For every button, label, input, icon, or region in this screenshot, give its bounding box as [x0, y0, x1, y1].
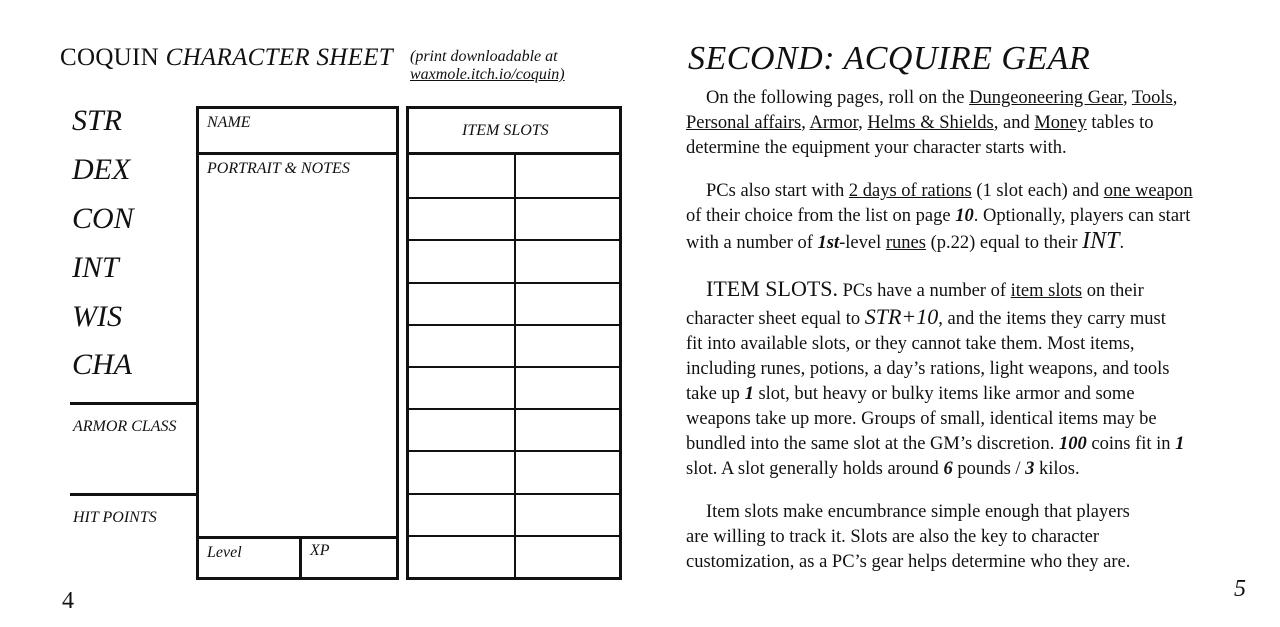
p3-number: 1: [1175, 434, 1185, 454]
link-armor[interactable]: Armor: [809, 113, 859, 133]
p2-text: (1 slot each) and: [971, 181, 1104, 201]
stat-int: INT: [72, 251, 119, 284]
p4-text: are willing to track it. Slots are also the key to character: [686, 527, 1100, 547]
stat-dex: DEX: [72, 153, 131, 186]
link-helms-shields[interactable]: Helms & Shields: [867, 113, 994, 133]
paragraph-gear: [686, 86, 1246, 161]
p3-text: slot. A slot generally holds around: [686, 459, 944, 479]
item-slots-lead: ITEM SLOTS.: [706, 276, 838, 301]
p2-text: .: [1119, 233, 1125, 253]
print-note: [410, 48, 565, 84]
p3-text: take up: [686, 384, 745, 404]
stat-con: CON: [72, 202, 134, 235]
p3-number: 3: [1025, 459, 1035, 479]
stat-str: STR: [72, 104, 123, 137]
stats-divider: [70, 402, 197, 405]
link-rations[interactable]: 2 days of rations: [848, 181, 972, 201]
item-slot-row-rule: [406, 324, 622, 326]
link-item-slots[interactable]: item slots: [1010, 281, 1083, 301]
p2-level: 1st: [817, 233, 840, 253]
link-one-weapon[interactable]: one weapon: [1103, 181, 1193, 201]
item-slot-row-rule: [406, 408, 622, 410]
item-slot-row-rule: [406, 535, 622, 537]
item-slot-row-rule: [406, 493, 622, 495]
p3-text: coins fit in: [1086, 434, 1176, 454]
item-slot-row-rule: [406, 197, 622, 199]
hit-points-label: HIT POINTS: [73, 509, 157, 526]
p1-text: On the following pages, roll on the: [706, 88, 970, 108]
page-number-left: 4: [62, 588, 74, 614]
p3-text: including runes, potions, a day’s rations, light weapons, and tools: [686, 359, 1170, 379]
p3-number: 100: [1059, 434, 1087, 454]
p4-text: customization, as a PC’s gear helps determine who they are.: [686, 552, 1131, 572]
p1-text: ,: [858, 113, 868, 133]
p3-text: character sheet equal to: [686, 309, 865, 329]
p2-text: -level: [839, 233, 886, 253]
item-slot-row-rule: [406, 239, 622, 241]
portrait-notes-label: PORTRAIT & NOTES: [207, 160, 350, 177]
print-note-line1: (print downloadable at: [410, 48, 558, 65]
p1-text: , and: [993, 113, 1035, 133]
p4-text: Item slots make encumbrance simple enough that players: [706, 502, 1130, 522]
item-slot-row-rule: [406, 282, 622, 284]
stat-wis: WIS: [72, 300, 122, 333]
p2-text: . Optionally, players can start: [973, 206, 1191, 226]
p3-text: slot, but heavy or bulky items like armor and some: [753, 384, 1135, 404]
p3-text: , and the items they carry must: [938, 309, 1166, 329]
p2-page-ref: 10: [955, 206, 974, 226]
name-divider: [196, 152, 399, 155]
item-slot-row-rule: [406, 450, 622, 452]
level-label: Level: [207, 544, 242, 561]
p3-number: 1: [744, 384, 754, 404]
p2-int: INT: [1082, 228, 1120, 254]
paragraph-rations: [686, 179, 1246, 256]
sheet-title-plain: COQUIN: [60, 44, 160, 71]
xp-label: XP: [310, 542, 330, 559]
p3-text: PCs have a number of: [838, 281, 1011, 301]
link-personal-affairs[interactable]: Personal affairs: [686, 113, 802, 133]
p2-text: of their choice from the list on page: [686, 206, 956, 226]
stat-cha: CHA: [72, 348, 132, 381]
paragraph-encumbrance: [686, 500, 1246, 575]
link-runes[interactable]: runes: [885, 233, 926, 253]
item-slots-label: ITEM SLOTS: [462, 122, 549, 139]
p2-text: (p.22) equal to their: [925, 233, 1083, 253]
p1-text: ,: [801, 113, 810, 133]
p3-text: on their: [1082, 281, 1144, 301]
p1-text: determine the equipment your character starts with.: [686, 138, 1067, 158]
name-label: NAME: [207, 114, 251, 131]
level-divider: [196, 536, 399, 539]
p3-text: weapons take up more. Groups of small, identical items may be: [686, 409, 1157, 429]
sheet-title-italic: CHARACTER SHEET: [165, 44, 394, 71]
p2-text: PCs also start with: [706, 181, 849, 201]
p3-text: fit into available slots, or they cannot take them. Most items,: [686, 334, 1135, 354]
p3-number: 6: [943, 459, 953, 479]
p1-text: tables to: [1086, 113, 1154, 133]
print-note-link: waxmole.itch.io/coquin): [410, 66, 565, 83]
paragraph-item-slots: [686, 276, 1246, 482]
p3-text: kilos.: [1034, 459, 1080, 479]
p2-text: with a number of: [686, 233, 818, 253]
p3-text: pounds /: [952, 459, 1026, 479]
p3-formula: STR+10: [864, 304, 939, 329]
sheet-title: [60, 44, 393, 72]
p3-text: bundled into the same slot at the GM’s discretion.: [686, 434, 1060, 454]
armor-class-label: ARMOR CLASS: [73, 418, 177, 435]
link-tools[interactable]: Tools: [1131, 88, 1173, 108]
link-dungeoneering-gear[interactable]: Dungeoneering Gear: [969, 88, 1123, 108]
item-slot-row-rule: [406, 366, 622, 368]
p1-text: ,: [1122, 88, 1132, 108]
ac-divider: [70, 493, 197, 496]
link-money[interactable]: Money: [1034, 113, 1087, 133]
level-xp-divider: [299, 536, 302, 580]
section-heading: SECOND: ACQUIRE GEAR: [688, 40, 1091, 77]
p1-text: ,: [1172, 88, 1178, 108]
page-number-right: 5: [1234, 576, 1246, 602]
